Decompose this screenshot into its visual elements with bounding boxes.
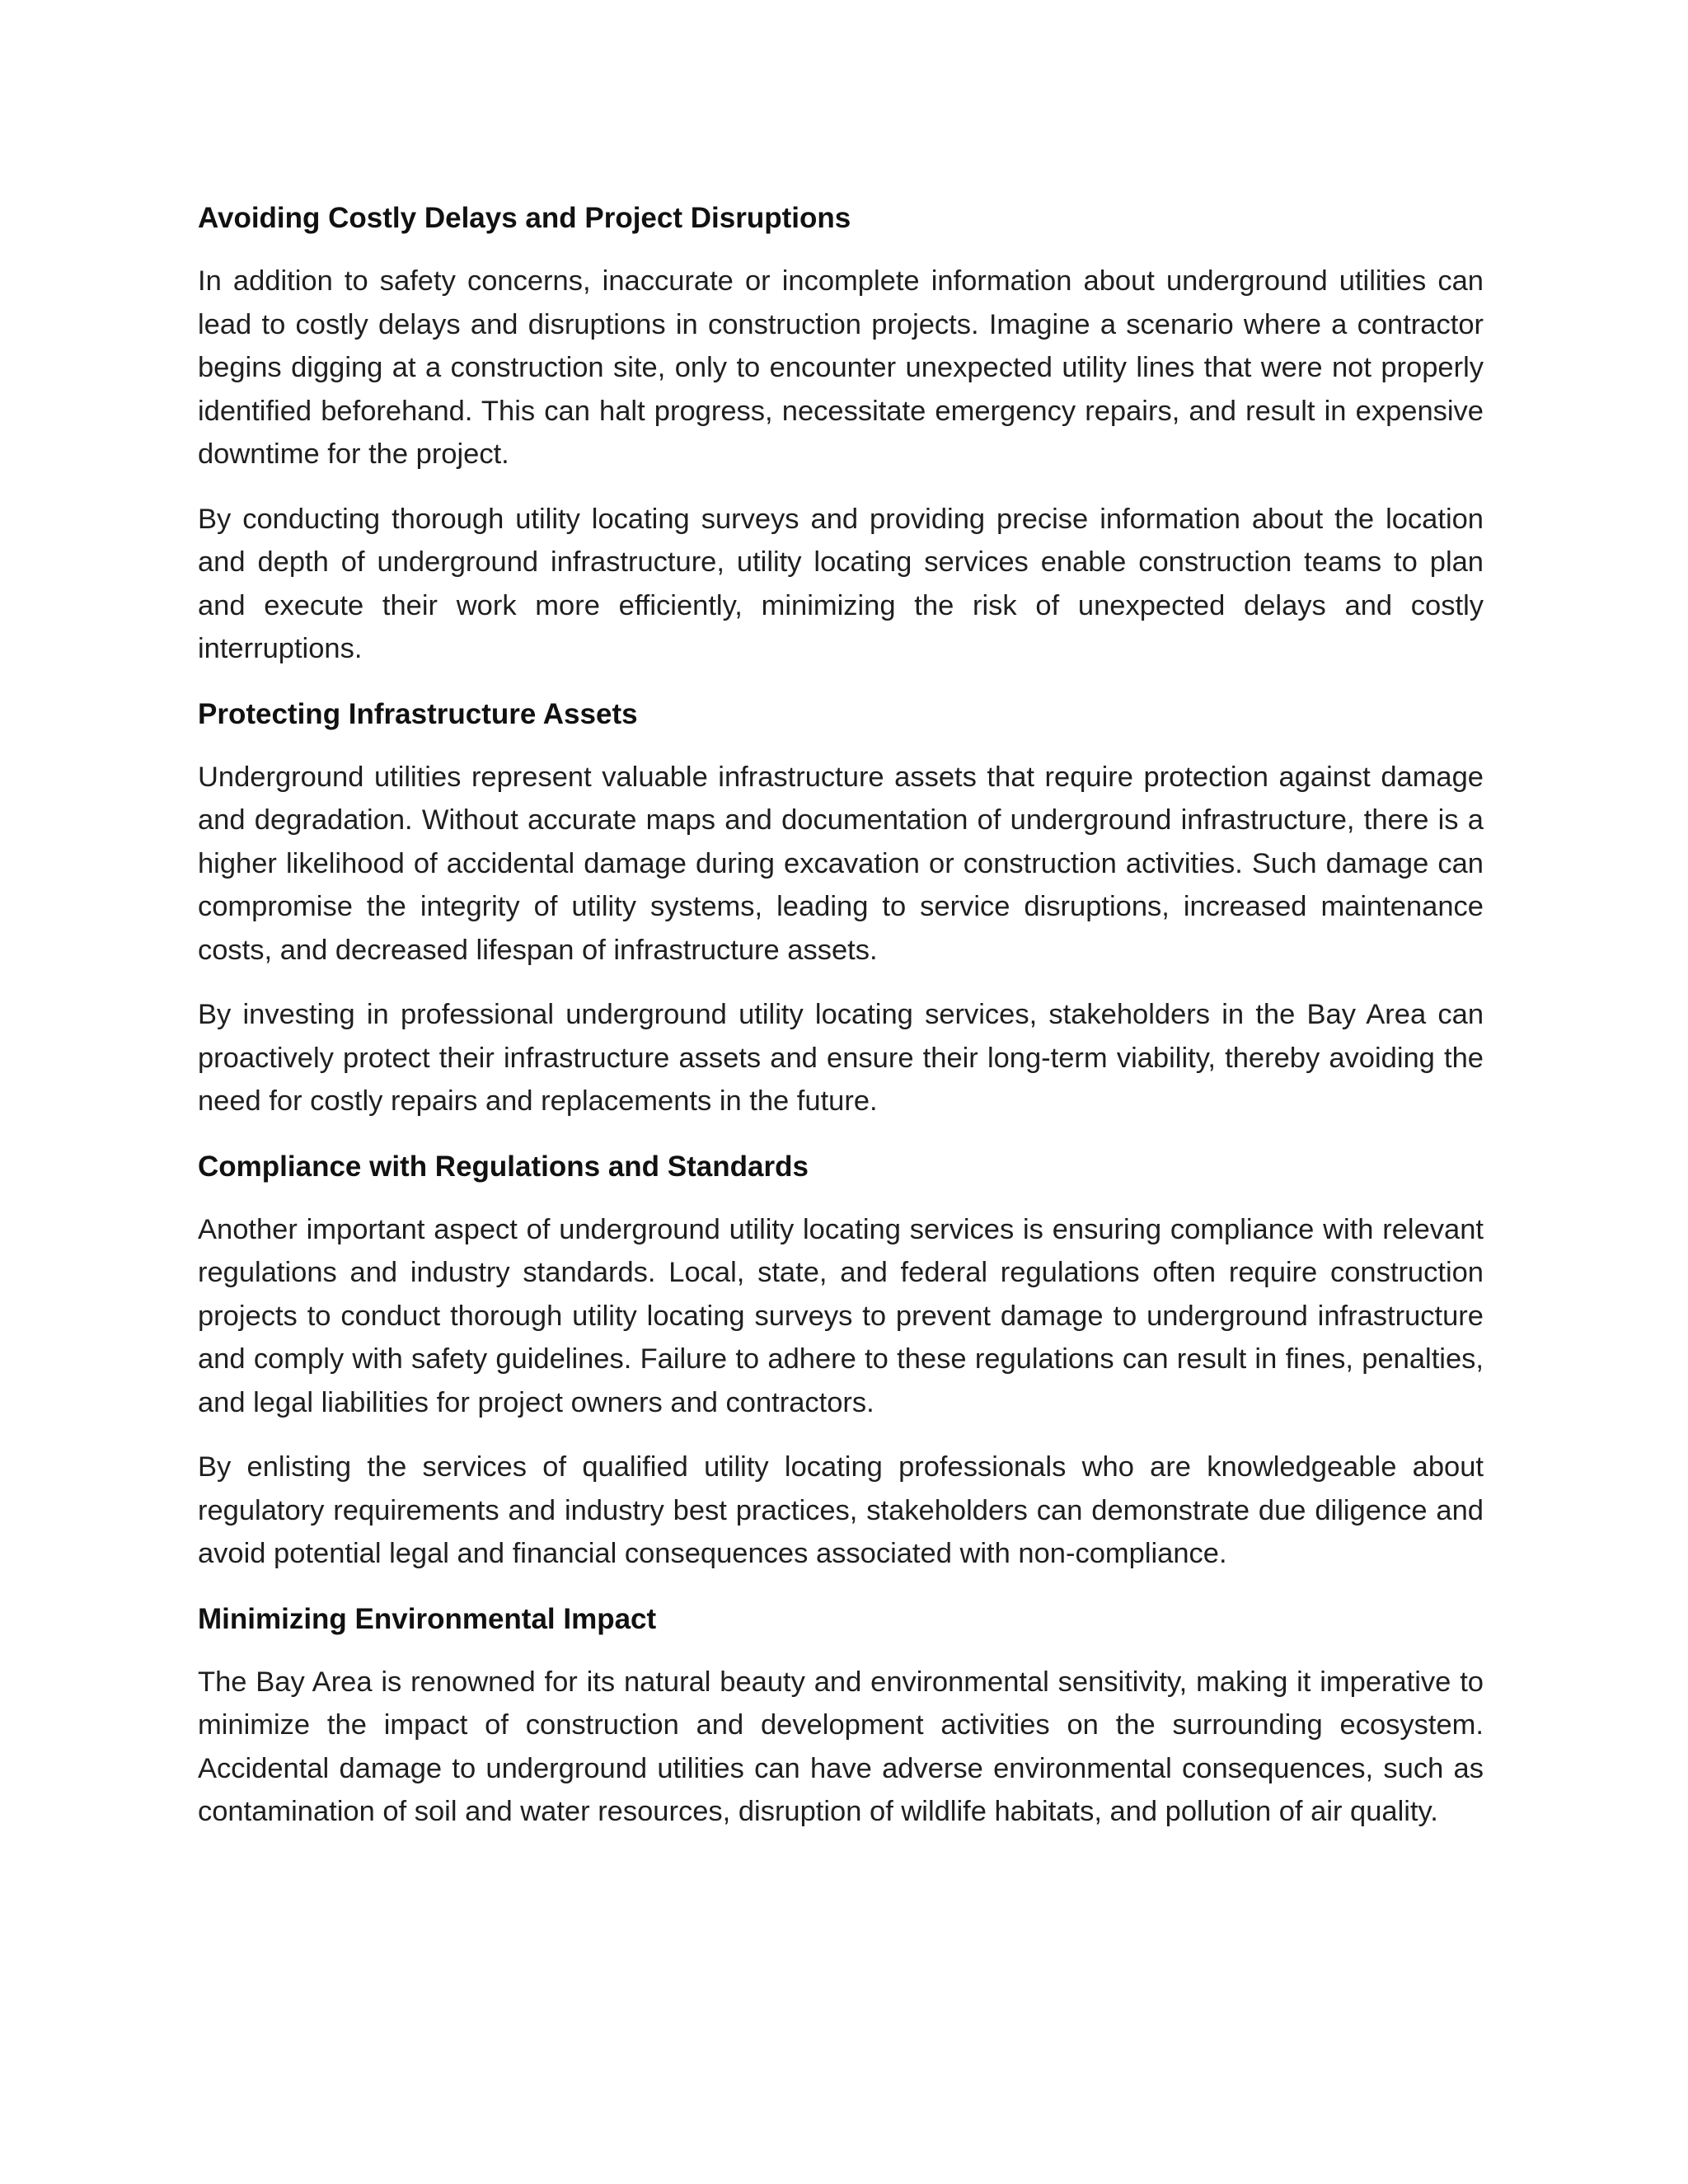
paragraph: By investing in professional underground utility locating services, stakeholders in the Bay Area can proactively protect their infrastructure assets and ensure their long-term viability, thereby avoiding the need for costly repairs and replacements in the future. (198, 999, 1484, 1117)
section-heading: Minimizing Environmental Impact (198, 1602, 657, 1635)
paragraph: In addition to safety concerns, inaccurate or incomplete information about underground utilities can lead to costly delays and disruptions in construction projects. Imagine a scenario where a contractor begins digging at a construction site, only to encounter unexpected utility lines that were not properly identified beforehand. This can halt progress, necessitate emergency repairs, and result in expensive downtime for the project. (198, 265, 1484, 470)
section-compliance (198, 1145, 1484, 1576)
paragraph: By enlisting the services of qualified utility locating professionals who are knowledgeable about regulatory requirements and industry best practices, stakeholders can demonstrate due diligence and avoid potential legal and financial consequences associated with non-compliance. (198, 1451, 1484, 1569)
paragraph: By conducting thorough utility locating surveys and providing precise information about the location and depth of underground infrastructure, utility locating services enable construction teams to plan and execute their work more efficiently, minimizing the risk of unexpected delays and costly interruptions. (198, 503, 1484, 664)
paragraph: Another important aspect of underground utility locating services is ensuring compliance with relevant regulations and industry standards. Local, state, and federal regulations often require construction projects to conduct thorough utility locating surveys to prevent damage to underground infrastructure and comply with safety guidelines. Failure to adhere to these regulations can result in fines, penalties, and legal liabilities for project owners and contractors. (198, 1213, 1484, 1418)
section-protecting-assets (198, 692, 1484, 1123)
document-body (198, 196, 1484, 1855)
section-heading: Avoiding Costly Delays and Project Disruptions (198, 202, 851, 234)
paragraph: Underground utilities represent valuable infrastructure assets that require protection against damage and degradation. Without accurate maps and documentation of underground infrastructure, there is a higher likelihood of accidental damage during excavation or construction activities. Such damage can compromise the integrity of utility systems, leading to service disruptions, increased maintenance costs, and decreased lifespan of infrastructure assets. (198, 761, 1484, 966)
section-environmental-impact (198, 1597, 1484, 1834)
section-heading: Compliance with Regulations and Standards (198, 1150, 809, 1183)
paragraph: The Bay Area is renowned for its natural beauty and environmental sensitivity, making it imperative to minimize the impact of construction and development activities on the surrounding ecosystem. Accidental damage to underground utilities can have adverse environmental consequences, such as contamination of soil and water resources, disruption of wildlife habitats, and pollution of air quality. (198, 1666, 1484, 1827)
section-heading: Protecting Infrastructure Assets (198, 697, 638, 730)
section-avoiding-delays (198, 196, 1484, 671)
